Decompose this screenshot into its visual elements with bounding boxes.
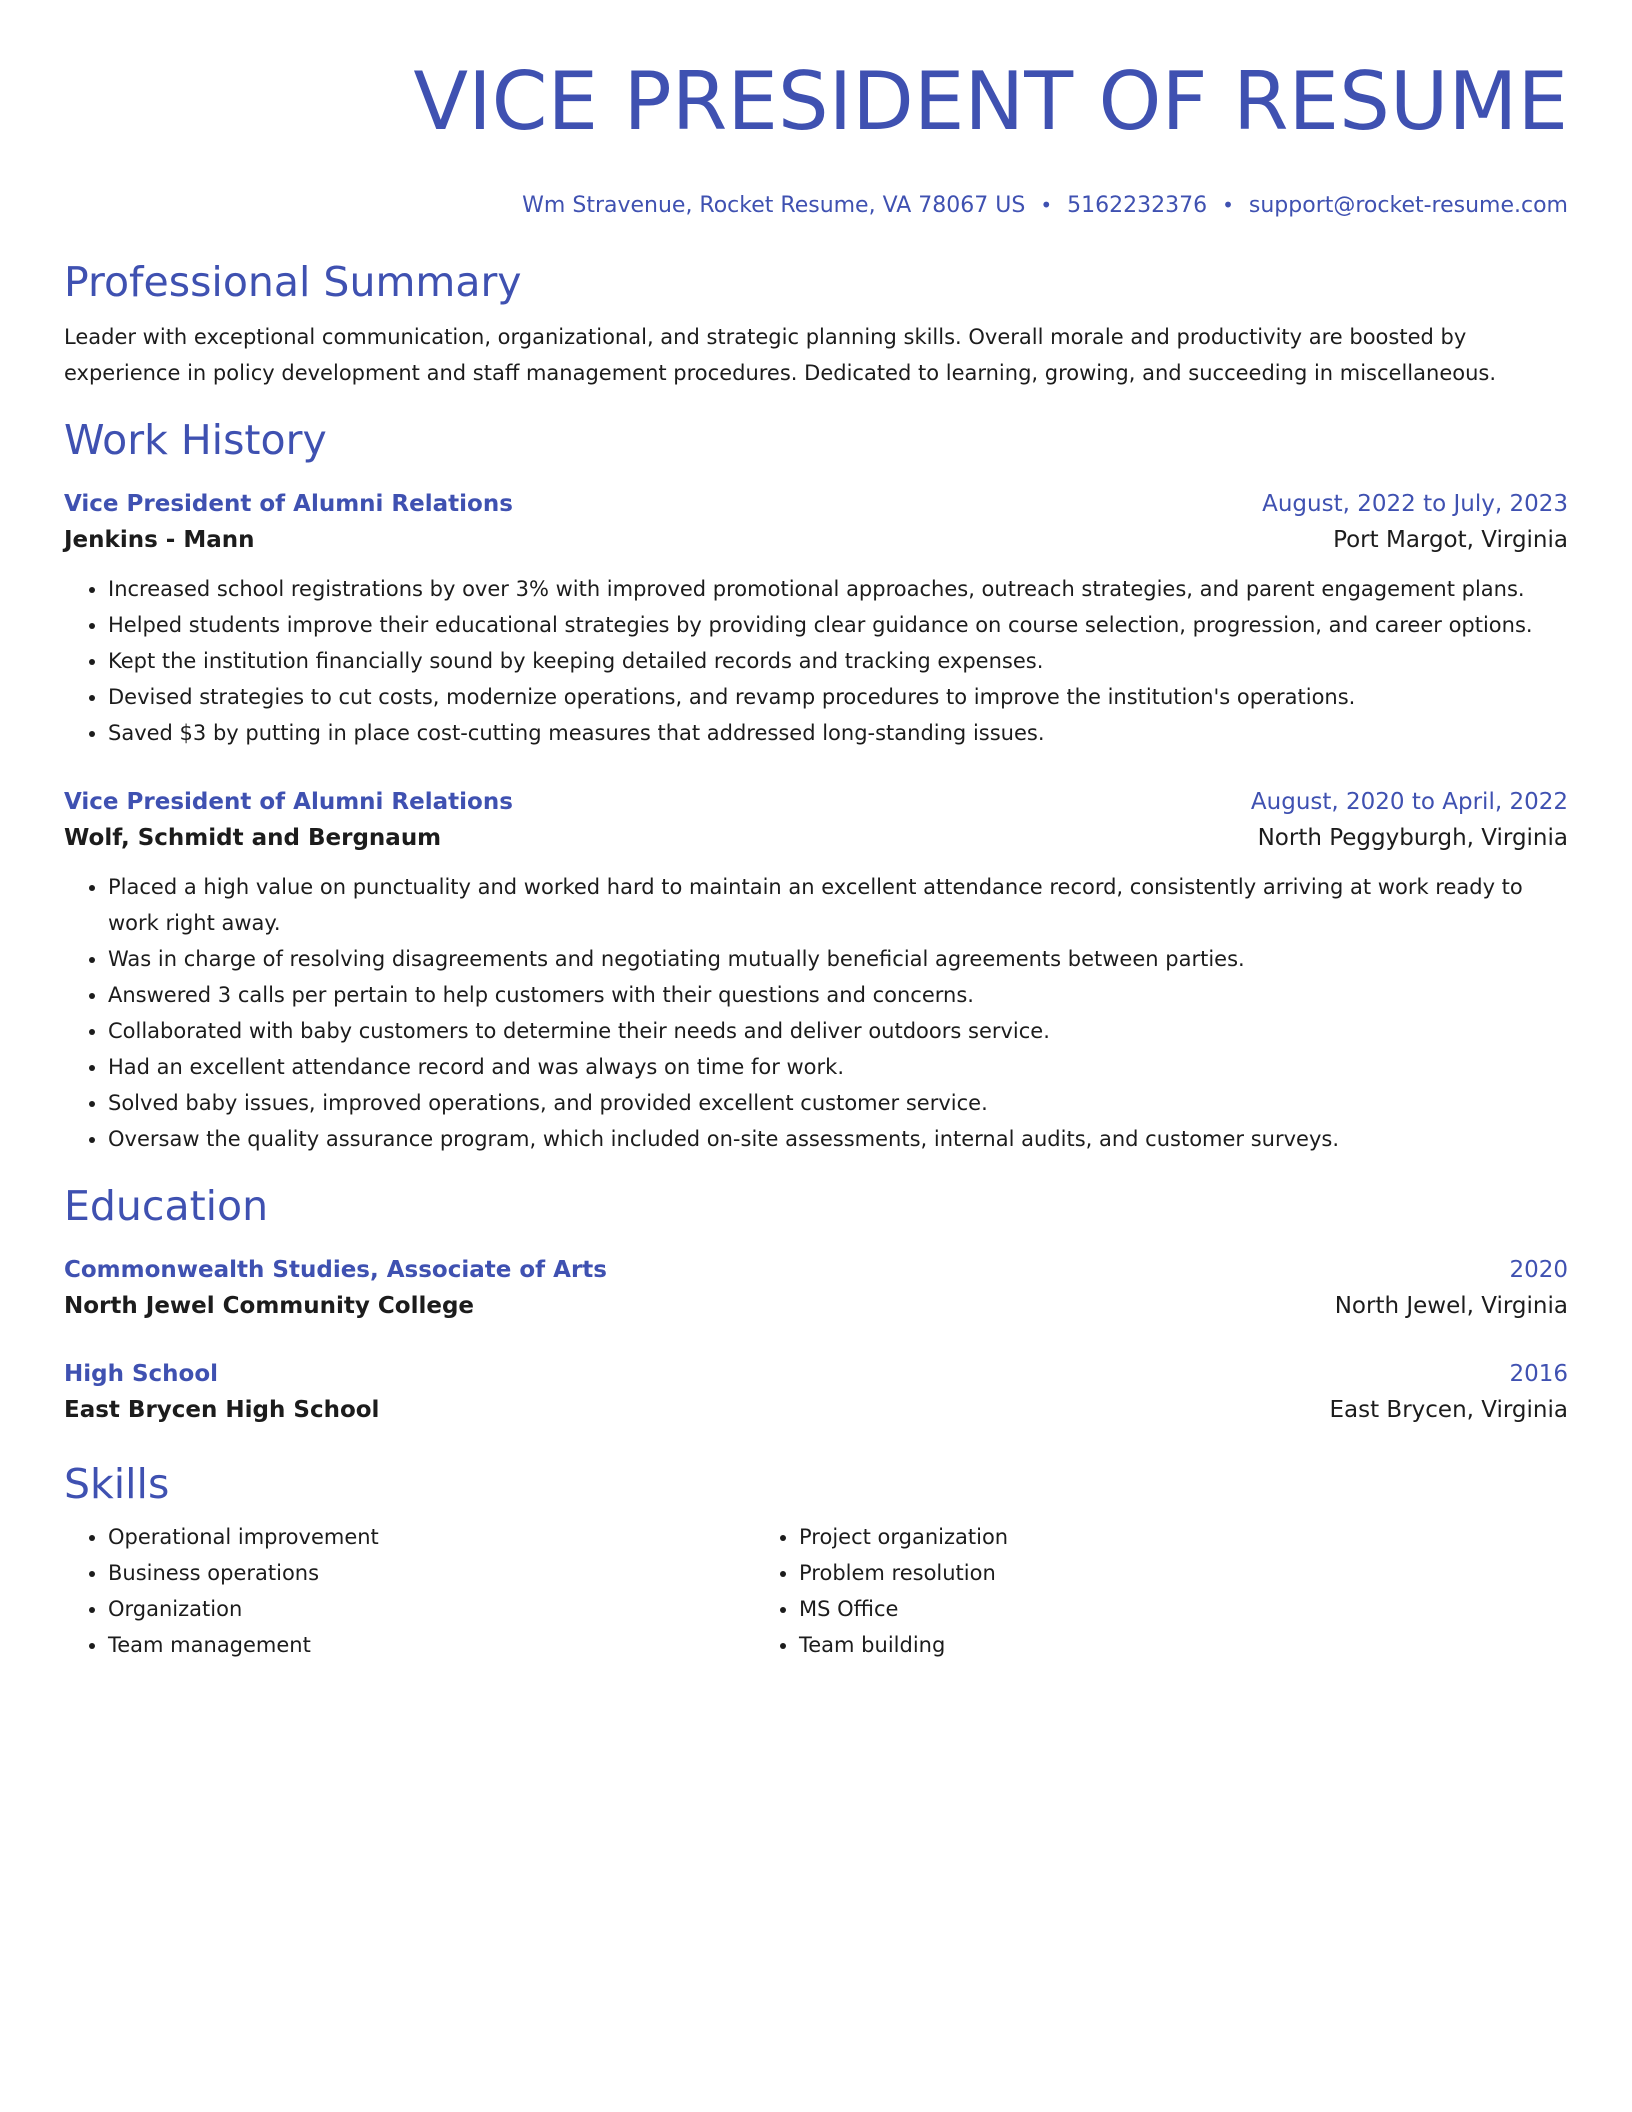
education-heading: Education bbox=[64, 1182, 269, 1230]
job-bullets bbox=[64, 869, 1568, 1157]
summary-text: Leader with exceptional communication, organizational, and strategic planning skills. Overall morale and productivity are boosted by experience in policy development and staff management procedures. Dedicated to learning, growing, and succeeding in miscellaneous. bbox=[64, 325, 1497, 385]
skill-item: • Organization bbox=[108, 1591, 755, 1627]
education-school: North Jewel Community College bbox=[64, 1293, 475, 1319]
job-title-row bbox=[64, 785, 1568, 819]
job-dates: August, 2022 to July, 2023 bbox=[1262, 491, 1568, 517]
education-school-row bbox=[64, 1287, 1568, 1325]
education-degree-row bbox=[64, 1253, 1568, 1287]
skills-list-left bbox=[64, 1519, 755, 1663]
job-dates: August, 2020 to April, 2022 bbox=[1250, 789, 1568, 815]
education-year: 2020 bbox=[1509, 1257, 1568, 1283]
job-bullet: • Kept the institution financially sound by keeping detailed records and tracking expenses. bbox=[108, 643, 1568, 679]
skill-item: • Project organization bbox=[799, 1519, 1446, 1555]
contact-line bbox=[64, 190, 1568, 221]
skill-item: • Operational improvement bbox=[108, 1519, 755, 1555]
skill-item: • Problem resolution bbox=[799, 1555, 1446, 1591]
skill-item: • MS Office bbox=[799, 1591, 1446, 1627]
skill-item: • Team building bbox=[799, 1627, 1446, 1663]
job-bullet: • Helped students improve their educational strategies by providing clear guidance on course selection, progression, and career options. bbox=[108, 607, 1568, 643]
education-location: East Brycen, Virginia bbox=[1329, 1397, 1568, 1423]
job-location: North Peggyburgh, Virginia bbox=[1257, 825, 1568, 851]
skill-item: • Team management bbox=[108, 1627, 755, 1663]
job-bullet: • Saved $3 by putting in place cost-cutting measures that addressed long-standing issues. bbox=[108, 715, 1568, 751]
education-degree: High School bbox=[64, 1361, 219, 1387]
summary-heading: Professional Summary bbox=[64, 258, 522, 306]
job-company: Wolf, Schmidt and Bergnaum bbox=[64, 825, 442, 851]
job-location: Port Margot, Virginia bbox=[1333, 527, 1568, 553]
education-school: East Brycen High School bbox=[64, 1397, 380, 1423]
education-school-row bbox=[64, 1391, 1568, 1429]
education-location: North Jewel, Virginia bbox=[1334, 1293, 1568, 1319]
job-company-row bbox=[64, 521, 1568, 559]
job-role: Vice President of Alumni Relations bbox=[64, 491, 513, 517]
work-history-heading: Work History bbox=[64, 416, 327, 464]
contact-separator: • bbox=[1040, 193, 1053, 217]
job-bullets bbox=[64, 571, 1568, 751]
job-bullet: • Devised strategies to cut costs, modernize operations, and revamp procedures to improve the institution's operations. bbox=[108, 679, 1568, 715]
contact-address: Wm Stravenue, Rocket Resume, VA 78067 US bbox=[522, 193, 1026, 218]
job-bullet: • Was in charge of resolving disagreements and negotiating mutually beneficial agreements between parties. bbox=[108, 941, 1568, 977]
education-entry bbox=[64, 1253, 1568, 1325]
job-bullet: • Answered 3 calls per pertain to help customers with their questions and concerns. bbox=[108, 977, 1568, 1013]
education-degree-row bbox=[64, 1357, 1568, 1391]
job-entry bbox=[64, 785, 1568, 1157]
job-bullet: • Oversaw the quality assurance program, which included on-site assessments, internal audits, and customer surveys. bbox=[108, 1121, 1568, 1157]
job-bullet: • Increased school registrations by over 3% with improved promotional approaches, outreach strategies, and parent engagement plans. bbox=[108, 571, 1568, 607]
job-title-row bbox=[64, 487, 1568, 521]
resume-name: VICE PRESIDENT OF RESUME bbox=[413, 55, 1568, 148]
job-bullet: • Placed a high value on punctuality and worked hard to maintain an excellent attendance record, consistently arriving at work ready to work right away. bbox=[108, 869, 1568, 941]
contact-separator: • bbox=[1222, 193, 1234, 217]
skills-heading: Skills bbox=[64, 1460, 170, 1508]
skill-item: • Business operations bbox=[108, 1555, 755, 1591]
education-year: 2016 bbox=[1509, 1361, 1568, 1387]
skills-columns bbox=[64, 1519, 1568, 1663]
skills-list-right bbox=[755, 1519, 1446, 1663]
job-company-row bbox=[64, 819, 1568, 857]
contact-phone: 5162232376 bbox=[1067, 193, 1208, 218]
job-bullet: • Collaborated with baby customers to determine their needs and deliver outdoors service. bbox=[108, 1013, 1568, 1049]
contact-email: support@rocket-resume.com bbox=[1248, 193, 1568, 218]
job-bullet: • Solved baby issues, improved operations, and provided excellent customer service. bbox=[108, 1085, 1568, 1121]
resume-header bbox=[64, 54, 1568, 221]
education-entry bbox=[64, 1357, 1568, 1429]
job-role: Vice President of Alumni Relations bbox=[64, 789, 513, 815]
job-bullet: • Had an excellent attendance record and was always on time for work. bbox=[108, 1049, 1568, 1085]
job-entry bbox=[64, 487, 1568, 751]
job-company: Jenkins - Mann bbox=[64, 527, 255, 553]
education-degree: Commonwealth Studies, Associate of Arts bbox=[64, 1257, 607, 1283]
